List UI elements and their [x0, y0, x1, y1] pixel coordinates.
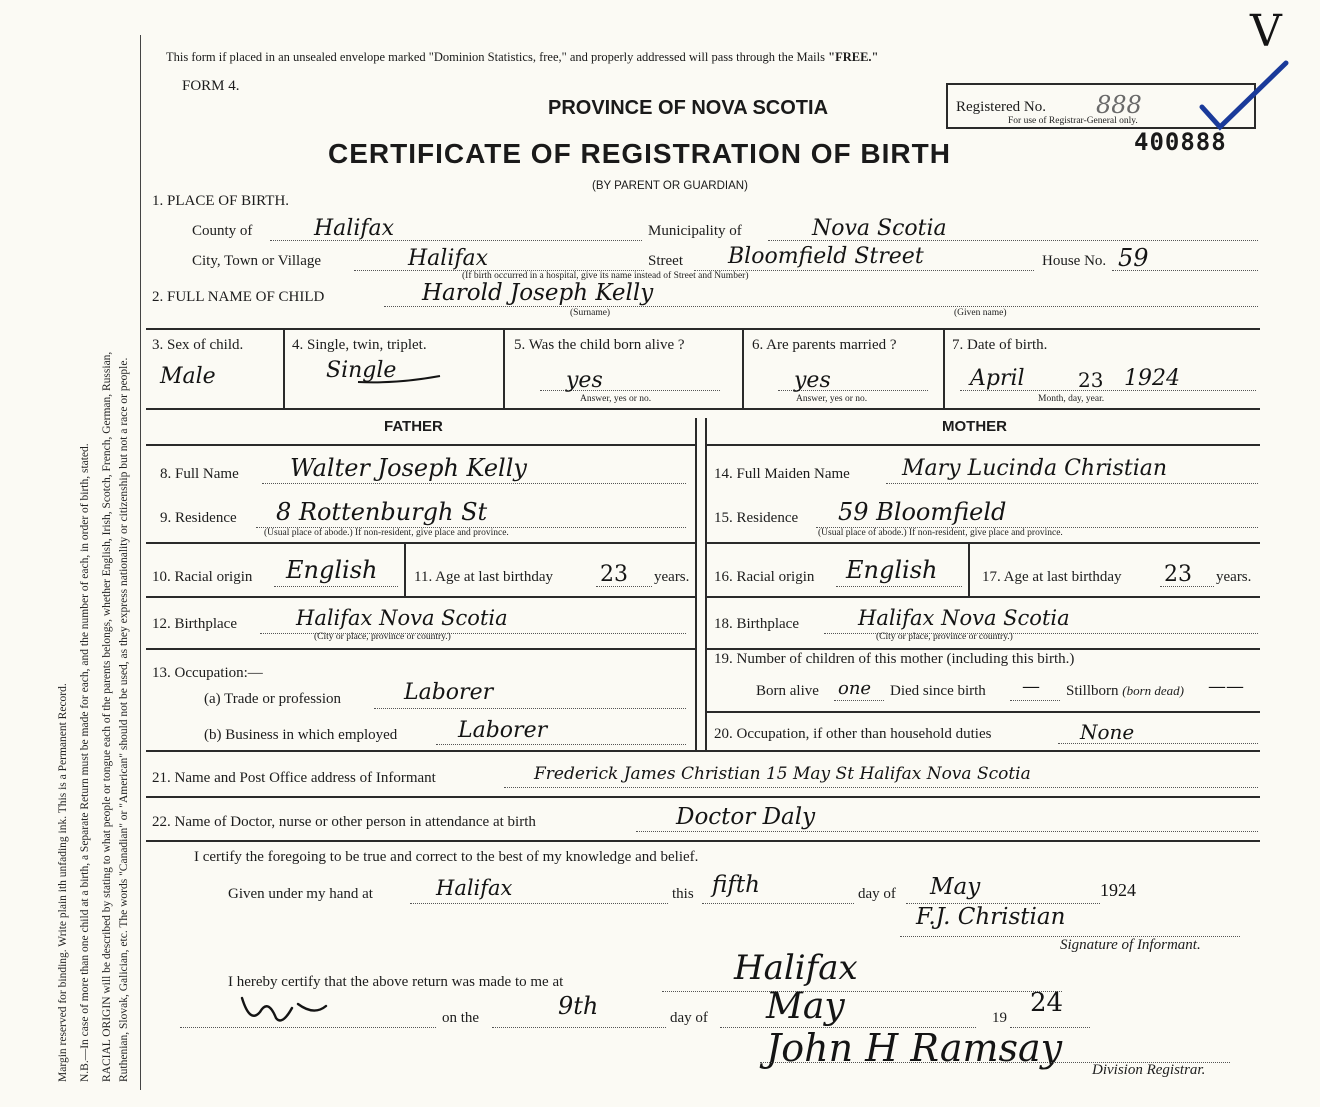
certificate-title: CERTIFICATE OF REGISTRATION OF BIRTH — [328, 138, 951, 169]
died-since-birth-value: — — [1022, 676, 1040, 697]
center-divider-left — [695, 418, 697, 750]
dob-day: 23 — [1078, 368, 1104, 392]
street-value: Bloomfield Street — [728, 244, 924, 269]
registered-label: Registered No. — [956, 99, 1046, 115]
informant-label: 21. Name and Post Office address of Informant — [152, 770, 436, 786]
parents-bottom-border — [146, 750, 1260, 752]
born-alive-label: Born alive — [756, 683, 819, 699]
mother-race-value: English — [846, 556, 938, 584]
informant-value: Frederick James Christian 15 May St Halifax Nova Scotia — [534, 764, 1031, 784]
blue-check-icon — [1196, 55, 1296, 135]
county-value: Halifax — [314, 216, 395, 241]
business-value: Laborer — [458, 718, 548, 743]
father-birthplace-note: (City or place, province or country.) — [314, 632, 451, 642]
plurality-value: Single — [326, 358, 397, 383]
registrar-day-of-label: day of — [670, 1010, 708, 1026]
mother-race-label: 16. Racial origin — [714, 569, 815, 585]
registrar-day: 9th — [558, 992, 599, 1020]
year-value: 1924 — [1100, 880, 1136, 900]
child-name-value: Harold Joseph Kelly — [422, 280, 654, 306]
municipality-label: Municipality of — [648, 223, 742, 239]
margin-border-line — [140, 35, 141, 1090]
occupation-label: 13. Occupation:— — [152, 665, 263, 681]
father-name-value: Walter Joseph Kelly — [290, 454, 527, 482]
sex-value: Male — [160, 364, 216, 389]
house-value: 59 — [1118, 244, 1149, 272]
registrar-year: 24 — [1030, 988, 1064, 1018]
mail-notice: This form if placed in an unsealed envelope marked "Dominion Statistics, free," and properly addressed will pass through the Mails "FREE." — [166, 50, 879, 64]
doctor-label: 22. Name of Doctor, nurse or other person in attendance at birth — [152, 814, 536, 830]
father-heading: FATHER — [384, 418, 443, 435]
given-place-value: Halifax — [436, 876, 513, 900]
mother-occupation-label: 20. Occupation, if other than household duties — [714, 726, 992, 742]
died-since-birth-label: Died since birth — [890, 683, 986, 699]
city-label: City, Town or Village — [192, 253, 322, 269]
registrar-scribble-icon — [236, 990, 332, 1030]
father-years-label: years. — [654, 569, 690, 585]
business-label: (b) Business in which employed — [204, 727, 398, 743]
stillborn-label: Stillborn (born dead) — [1066, 683, 1185, 699]
registrar-place: Halifax — [734, 948, 858, 988]
father-race-label: 10. Racial origin — [152, 569, 253, 585]
alive-value: yes — [566, 368, 603, 393]
single-underline — [356, 372, 446, 386]
married-answer-note: Answer, yes or no. — [796, 394, 868, 404]
registered-number: 888 — [1096, 91, 1142, 119]
father-residence-note: (Usual place of abode.) If non-resident, give place and province. — [264, 528, 509, 538]
mother-residence-value: 59 Bloomfield — [838, 498, 1007, 526]
hospital-note: (If birth occurred in a hospital, give its name instead of Street and Number) — [462, 271, 749, 281]
certificate-subtitle: (BY PARENT OR GUARDIAN) — [592, 180, 748, 192]
mother-years-label: years. — [1216, 569, 1252, 585]
informant-signature: F.J. Christian — [916, 904, 1066, 930]
father-residence-label: 9. Residence — [160, 510, 237, 526]
father-name-label: 8. Full Name — [160, 466, 239, 482]
child-name-label: 2. FULL NAME OF CHILD — [152, 289, 325, 305]
county-label: County of — [192, 223, 253, 239]
margin-note-racial-origin: RACIAL ORIGIN will be described by stating to what people or tongue each of the parents belongs, whether English, Irish, Scotch, French, German, Russian, — [101, 351, 113, 1082]
registrar-year-prefix: 19 — [992, 1010, 1007, 1026]
mother-age-label: 17. Age at last birthday — [982, 569, 1122, 585]
registrar-statement: I hereby certify that the above return was made to me at — [228, 974, 564, 990]
father-race-value: English — [286, 556, 378, 584]
registrar-month: May — [766, 986, 845, 1027]
mother-heading: MOTHER — [942, 418, 1007, 435]
municipality-value: Nova Scotia — [812, 216, 947, 241]
father-age-label: 11. Age at last birthday — [414, 569, 553, 585]
street-label: Street — [648, 253, 683, 269]
registrar-signature-label: Division Registrar. — [1092, 1062, 1206, 1078]
married-value: yes — [794, 368, 831, 393]
dob-note: Month, day, year. — [1038, 394, 1105, 404]
day-of-label: day of — [858, 886, 896, 902]
check-mark: V — [1250, 6, 1282, 57]
mother-occupation-value: None — [1080, 720, 1135, 744]
father-residence-value: 8 Rottenburgh St — [276, 498, 488, 526]
day-value: fifth — [712, 872, 760, 898]
dob-year: 1924 — [1124, 366, 1180, 391]
plurality-label: 4. Single, twin, triplet. — [292, 337, 427, 353]
city-value: Halifax — [408, 246, 489, 271]
house-label: House No. — [1042, 253, 1107, 269]
dob-label: 7. Date of birth. — [952, 337, 1048, 353]
dob-month: April — [970, 366, 1025, 391]
stillborn-value: —— — [1208, 676, 1244, 697]
mother-age-value: 23 — [1164, 562, 1192, 587]
mother-residence-label: 15. Residence — [714, 510, 799, 526]
informant-signature-label: Signature of Informant. — [1060, 937, 1201, 953]
given-under-label: Given under my hand at — [228, 886, 373, 902]
father-age-value: 23 — [600, 562, 628, 587]
children-count-label: 19. Number of children of this mother (including this birth.) — [714, 651, 1075, 667]
form-number: FORM 4. — [182, 78, 240, 94]
married-label: 6. Are parents married ? — [752, 337, 897, 353]
margin-note-binding: Margin reserved for binding. Write plain ith unfading ink. This is a Permanent Record. — [57, 683, 69, 1082]
born-alive-value: one — [838, 678, 872, 699]
row-bottom-border — [146, 408, 1260, 410]
sex-label: 3. Sex of child. — [152, 337, 244, 353]
certification-statement: I certify the foregoing to be true and correct to the best of my knowledge and belief. — [194, 849, 699, 865]
father-birthplace-value: Halifax Nova Scotia — [296, 606, 508, 630]
given-name-note: (Given name) — [954, 308, 1007, 318]
row-top-border — [146, 328, 1260, 330]
place-of-birth-label: 1. PLACE OF BIRTH. — [152, 193, 290, 209]
alive-answer-note: Answer, yes or no. — [580, 394, 652, 404]
trade-label: (a) Trade or profession — [204, 691, 342, 707]
surname-note: (Surname) — [570, 308, 611, 318]
mother-name-label: 14. Full Maiden Name — [714, 466, 850, 482]
mother-residence-note: (Usual place of abode.) If non-resident, give place and province. — [818, 528, 1063, 538]
stamped-number: 400888 — [1134, 128, 1227, 156]
margin-note-multiple-births: N.B.—In case of more than one child at a birth, a Separate Return must be made for each, and the number of each, in order of birth, stated. — [79, 443, 91, 1082]
registrar-signature: John H Ramsay — [766, 1026, 1063, 1070]
registrar-general-note: For use of Registrar-General only. — [1008, 116, 1138, 126]
father-birthplace-label: 12. Birthplace — [152, 616, 237, 632]
mother-birthplace-label: 18. Birthplace — [714, 616, 799, 632]
doctor-value: Doctor Daly — [676, 804, 816, 830]
mother-birthplace-value: Halifax Nova Scotia — [858, 606, 1070, 630]
month-value: May — [930, 874, 981, 900]
mother-birthplace-note: (City or place, province or country.) — [876, 632, 1013, 642]
trade-value: Laborer — [404, 680, 494, 705]
this-label: this — [672, 886, 694, 902]
center-divider-right — [705, 418, 707, 750]
margin-note-nationality: Ruthenian, Slovak, Galician, etc. The words "Canadian" or "American" should not be used, as they express nationality or citizenship but not a race or people. — [118, 357, 130, 1082]
mother-name-value: Mary Lucinda Christian — [902, 456, 1168, 481]
alive-label: 5. Was the child born alive ? — [514, 337, 685, 353]
province-heading: PROVINCE OF NOVA SCOTIA — [548, 97, 829, 119]
on-the-label: on the — [442, 1010, 480, 1026]
